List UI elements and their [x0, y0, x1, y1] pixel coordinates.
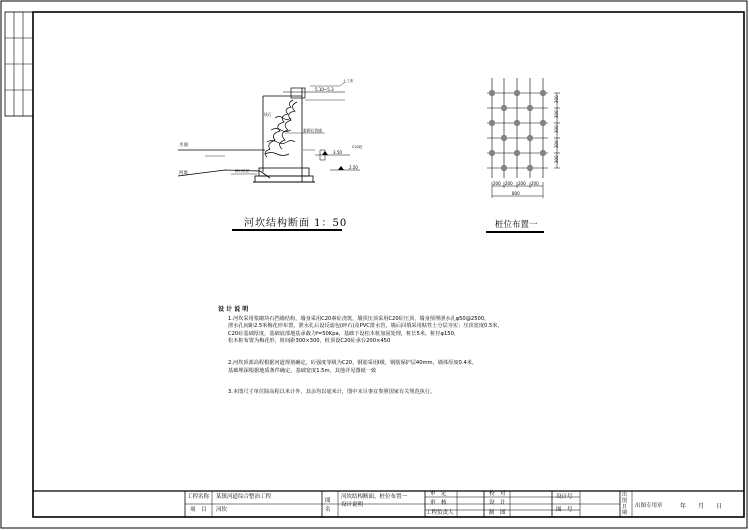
check-label: 审 核 [430, 500, 447, 506]
section-label-tag3: C20砼 [352, 145, 363, 149]
notes-line-3: 3.本图尺寸单位除高程以米计外，其余均以毫米计，图中未尽事宜参照国家有关规范执行。 [228, 389, 436, 396]
pile-dim-right-4: 300 [554, 140, 559, 148]
drawing-value-1: 河坎结构断面、桩位布置一 [341, 494, 408, 500]
notes-line: 松木桩布置为梅花形，桩间距300×300，桩顶设C20砼承台200×450 [228, 338, 391, 345]
pile-dim-bottom-1: 200 [493, 181, 501, 186]
drawing-value-2: 设计说明 [341, 502, 364, 508]
pile-dim-bottom-3: 200 [518, 181, 526, 186]
section-label-water: 水面 [179, 143, 188, 148]
draw-label: 设 计 [489, 500, 506, 506]
section-label-tag2: 碎石垫层 [235, 169, 249, 173]
drawing-no-label: 图 号 [556, 507, 573, 513]
notes-line-2b: 基础埋深根据地质条件确定，基础宽度1.5m，其他详见图纸一致 [228, 367, 377, 374]
drawing-label: 图名 [325, 498, 331, 513]
section-label-mid-elevation: 3.50 [333, 150, 342, 155]
date-prefix: 出图日期 [622, 492, 628, 516]
proof-label: 校 对 [489, 491, 506, 497]
notes-line: C20砼基础厚度，基础底部地基承载力f=50Kpa，基础下设松木桩加固处理，桩长5米，桩径φ150， [228, 330, 460, 337]
review-label: 审 定 [430, 491, 447, 497]
section-label-stone: 块石 [264, 112, 272, 117]
design-lead-label: 工程负责人 [426, 510, 454, 516]
notes-line: 泄水孔间距2.5米梅花形布置，泄水孔后设反滤包(碎石)及PVC排水管，墙后回填采用粘性土分层夯实；压顶宽度0.5米， [228, 323, 503, 330]
project-label: 工程名称 [187, 494, 210, 500]
notes-line-2a: 2.河坎顶部高程根据河道规划确定，砼强度等级为C20，钢筋采用Ⅰ级，钢筋保护层40mm，墙体厚度0.4米， [228, 359, 478, 366]
section-label-tag1: 土工布 [343, 79, 354, 83]
section-label-top-elevation: 5.10~5.3 [315, 87, 334, 92]
pile-title: 桩位布置一 [495, 220, 538, 230]
design-no-label: 设计号 [556, 494, 573, 500]
pile-dim-right-1: 300 [554, 95, 559, 103]
pile-dim-bottom-2: 200 [505, 181, 513, 186]
pile-dim-total: 800 [512, 191, 520, 196]
project-value: 某镇河道综合整治工程 [216, 494, 272, 500]
item-label: 项 目 [190, 507, 207, 513]
pile-dim-right-2: 300 [554, 110, 559, 118]
section-label-riverbed: 河底 [179, 171, 188, 176]
date-label: 年 月 日 [680, 503, 723, 510]
notes-heading: 设 计 说 明 [218, 306, 249, 313]
side-label: 出图专用章 [635, 503, 663, 509]
section-title: 河坎结构断面 1：50 [244, 218, 348, 229]
pile-dim-right-3: 300 [554, 125, 559, 133]
section-label-bottom-elevation: 2.50 [349, 165, 358, 170]
notes-line: 1.河坎采用浆砌块石挡墙结构，墙身采用C20素砼浇筑，墙顶压顶采用C20砼压顶，墙身预埋泄水孔φ50@2500， [228, 315, 490, 322]
draft-label: 制 图 [489, 510, 506, 516]
pile-dim-bottom-4: 200 [531, 181, 539, 186]
item-value: 河坎 [216, 507, 228, 513]
section-label-gabion: 浆砌石挡墙 [303, 128, 322, 133]
pile-dim-right-5: 300 [554, 155, 559, 163]
